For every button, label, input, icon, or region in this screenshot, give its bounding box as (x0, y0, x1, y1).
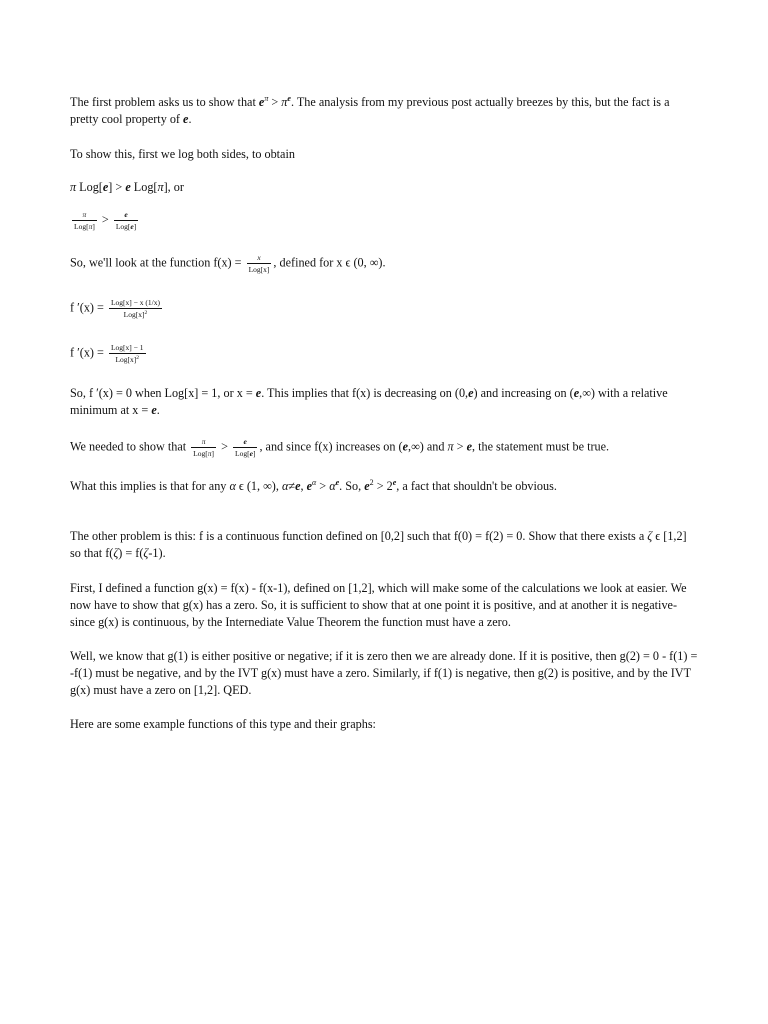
paragraph-examples-intro: Here are some example functions of this type and their graphs: (70, 717, 376, 731)
equation-derivative-1: f ′(x) = $\frac{\text{Log[x] − x (1/x)}}{Log[x]^2}$ (70, 298, 160, 319)
paragraph-conclusion-first: We needed to show that $\frac{\pi}{\text{Log[π]}}$ > $\frac{e}{\text{Log[e]}}$ , and since f(x) increases on (e,∞) and π > e, the statement must be true. (70, 437, 610, 458)
equation-derivative-2: f ′(x) = $\frac{\text{Log[x] − 1}}{Log[x]^2}$ (70, 343, 144, 364)
paragraph-log-both-sides: To show this, first we log both sides, to obtain (70, 147, 295, 161)
paragraph-intro: The first problem asks us to show that $e^\pi > \pi^e$. The analysis from my previous post actually breezes by this, but the fact is a pretty cool property of e. (70, 94, 670, 126)
paragraph-implication: What this implies is that for any α ϵ (1, ∞), α≠e, $e^\alpha > \alpha^e$. So, $e^2 > 2^e$, a fact that shouldn't be obvious. (70, 478, 557, 493)
equation-fraction-inequality: $\frac{\pi}{\text{Log[π]}}$ > $\frac{e}{\text{Log[e]}}$ (74, 210, 137, 231)
paragraph-function-definition: So, we'll look at the function f(x) = $\frac{x}{\text{Log[x]}}$ , defined for x ϵ (0, ∞). (70, 253, 386, 274)
paragraph-second-problem: The other problem is this: f is a continuous function defined on [0,2] such that f(0) = f(2) = 0. Show that there exists a ζ ϵ [1,2] so that f(ζ) = f(ζ-1). (70, 529, 687, 560)
equation-log-inequality: π Log[e] > e Log[π], or (70, 180, 184, 194)
paragraph-critical-point: So, f ′(x) = 0 when Log[x] = 1, or x = e. This implies that f(x) is decreasing on (0,e) and increasing on (e,∞) with a relative minimum at x = e. (70, 386, 668, 417)
paragraph-proof: Well, we know that g(1) is either positive or negative; if it is zero then we are already done. If it is positive, then g(2) = 0 - f(1) = -f(1) must be negative, and by the IVT g(x) must have a zero. Similarly, if f(1) is negative, then g(2) is positive, and by the IVT g(x) must have a zero on [1,2]. QED. (70, 649, 698, 697)
paragraph-define-g: First, I defined a function g(x) = f(x) - f(x-1), defined on [1,2], which will make some of the calculations we look at easier. We now have to show that g(x) has a zero. So, it is sufficient to show that at one point it is positive, and at another it is negative- since g(x) is continuous, by the Internediate Value Theorem the function must have a zero. (70, 581, 687, 629)
